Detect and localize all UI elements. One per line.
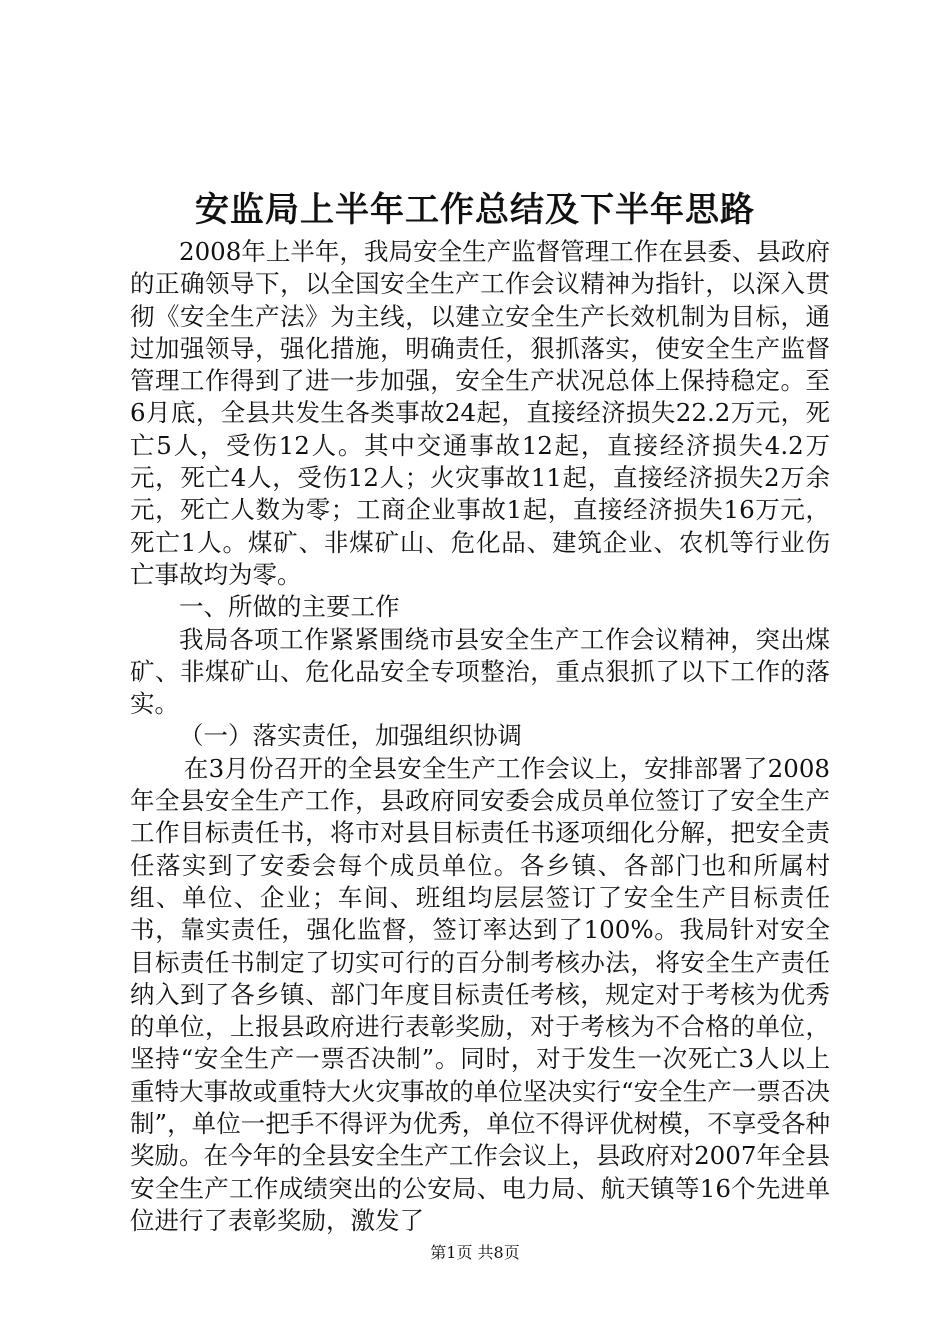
paragraph-responsibility: 在3月份召开的全县安全生产工作会议上，安排部署了2008年全县安全生产工作，县政府同安委会成员单位签订了安全生产工作目标责任书，将市对县目标责任书逐项细化分解，把安全责任落实到了安委会每个成员单位。各乡镇、各部门也和所属村组、单位、企业；车间、班组均层层签订了安全生产目标责任书，靠实责任，强化监督，签订率达到了100%。我局针对安全目标责任书制定了切实可行的百分制考核办法，将安全生产责任纳入到了各乡镇、部门年度目标责任考核，规定对于考核为优秀的单位，上报县政府进行表彰奖励，对于考核为不合格的单位，坚持“安全生产一票否决制”。同时，对于发生一次死亡3人以上重特大事故或重特大火灾事故的单位坚决实行“安全生产一票否决制”，单位一把手不得评为优秀，单位不得评优树模，不享受各种奖励。在今年的全县安全生产工作会议上，县政府对2007年全县安全生产工作成绩突出的公安局、电力局、航天镇等16个先进单位进行了表彰奖励，激发了 [130, 753, 830, 1235]
subsection-heading-responsibility: （一）落实责任，加强组织协调 [179, 721, 522, 751]
document-body [130, 236, 830, 1237]
paragraph-main-work-intro: 我局各项工作紧紧围绕市县安全生产工作会议精神，突出煤矿、非煤矿山、危化品安全专项整治，重点狠抓了以下工作的落实。 [130, 624, 830, 719]
document-title: 安监局上半年工作总结及下半年思路 [195, 190, 755, 230]
page-number-footer: 第1页 共8页 [430, 1243, 520, 1262]
paragraph-summary: 2008年上半年，我局安全生产监督管理工作在县委、县政府的正确领导下，以全国安全生产工作会议精神为指针，以深入贯彻《安全生产法》为主线，以建立安全生产长效机制为目标，通过加强领导，强化措施，明确责任，狠抓落实，使安全生产监督管理工作得到了进一步加强，安全生产状况总体上保持稳定。至6月底，全县共发生各类事故24起，直接经济损失22.2万元，死亡5人，受伤12人。其中交通事故12起，直接经济损失4.2万元，死亡4人，受伤12人；火灾事故11起，直接经济损失2万余元，死亡人数为零；工商企业事故1起，直接经济损失16万元，死亡1人。煤矿、非煤矿山、危化品、建筑企业、农机等行业伤亡事故均为零。 [130, 237, 830, 589]
section-heading-main-work: 一、所做的主要工作 [179, 592, 400, 622]
